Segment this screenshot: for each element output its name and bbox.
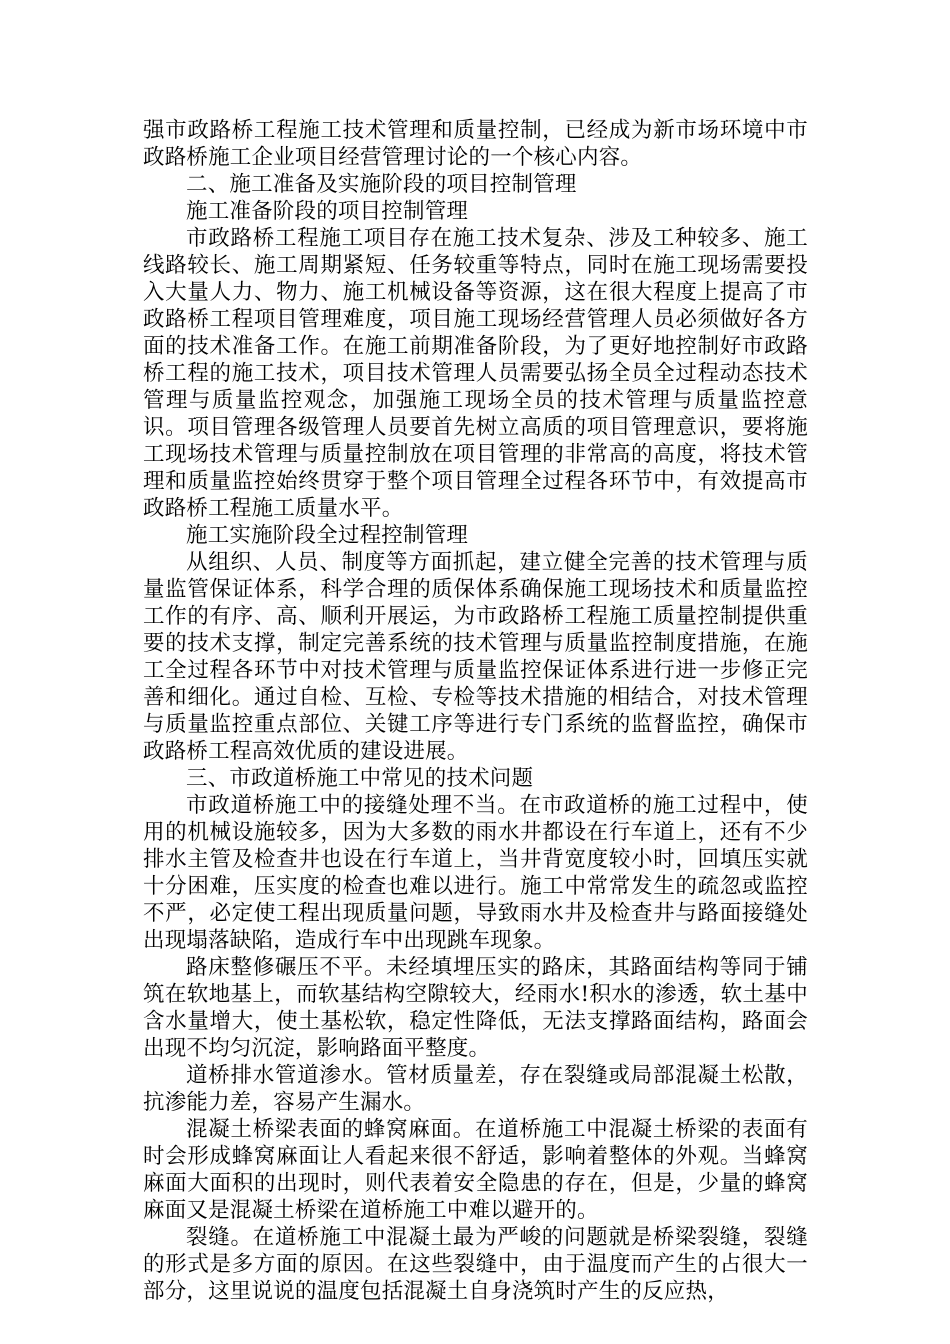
paragraph-preparation: 市政路桥工程施工项目存在施工技术复杂、涉及工种较多、施工线路较长、施工周期紧短、任务较重等特点，同时在施工现场需要投入大量人力、物力、施工机械设备等资源，这在很大程度上提高了市政路桥工程项目管理难度，项目施工现场经营管理人员必须做好各方面的技术准备工作。在施工前期准备阶段，为了更好地控制好市政路桥工程的施工技术，项目技术管理人员需要弘扬全员全过程动态技术管理与质量监控观念，加强施工现场全员的技术管理与质量监控意识。项目管理各级管理人员要首先树立高质的项目管理意识，要将施工现场技术管理与质量控制放在项目管理的非常高的高度，将技术管理和质量监控始终贯穿于整个项目管理全过程各环节中，有效提高市政路桥工程施工质量水平。: [143, 226, 808, 521]
paragraph-cracks: 裂缝。在道桥施工中混凝土最为严峻的问题就是桥梁裂缝，裂缝的形式是多方面的原因。在这些裂缝中，由于温度而产生的占很大一部分，这里说说的温度包括混凝土自身浇筑时产生的反应热，: [143, 1225, 808, 1304]
paragraph-roadbed: 路床整修碾压不平。未经填埋压实的路床，其路面结构等同于铺筑在软地基上，而软基结构空隙较大，经雨水!积水的渗透，软土基中含水量增大，使土基松软，稳定性降低，无法支撑路面结构，路面会出现不均匀沉淀，影响路面平整度。: [143, 955, 808, 1061]
paragraph-joint-treatment: 市政道桥施工中的接缝处理不当。在市政道桥的施工过程中，使用的机械设施较多，因为大多数的雨水井都设在行车道上，还有不少排水主管及检查井也设在行车道上，当井背宽度较小时，回填压实就十分困难，压实度的检查也难以进行。施工中常常发生的疏忽或监控不严，必定使工程出现质量问题，导致雨水井及检查井与路面接缝处出现塌落缺陷，造成行车中出现跳车现象。: [143, 793, 808, 953]
subheading-preparation: 施工准备阶段的项目控制管理: [186, 199, 469, 224]
subheading-implementation: 施工实施阶段全过程控制管理: [186, 523, 469, 548]
section-heading-3: 三、市政道桥施工中常见的技术问题: [186, 766, 534, 791]
section-heading-2: 二、施工准备及实施阶段的项目控制管理: [186, 172, 577, 197]
paragraph-continuation: 强市政路桥工程施工技术管理和质量控制，已经成为新市场环境中市政路桥施工企业项目经营管理讨论的一个核心内容。: [143, 118, 808, 170]
paragraph-drainage: 道桥排水管道渗水。管材质量差，存在裂缝或局部混凝土松散，抗渗能力差，容易产生漏水。: [143, 1063, 808, 1115]
paragraph-implementation: 从组织、人员、制度等方面抓起，建立健全完善的技术管理与质量监管保证体系，科学合理的质保体系确保施工现场技术和质量监控工作的有序、高、顺利开展运，为市政路桥工程施工质量控制提供重要的技术支撑，制定完善系统的技术管理与质量监控制度措施，在施工全过程各环节中对技术管理与质量监控保证体系进行进一步修正完善和细化。通过自检、互检、专检等技术措施的相结合，对技术管理与质量监控重点部位、关键工序等进行专门系统的监督监控，确保市政路桥工程高效优质的建设进展。: [143, 550, 808, 764]
paragraph-honeycomb: 混凝土桥梁表面的蜂窝麻面。在道桥施工中混凝土桥梁的表面有时会形成蜂窝麻面让人看起来很不舒适，影响着整体的外观。当蜂窝麻面大面积的出现时，则代表着安全隐患的存在，但是，少量的蜂窝麻面又是混凝土桥梁在道桥施工中难以避开的。: [143, 1117, 808, 1223]
document-body: [143, 117, 808, 1305]
